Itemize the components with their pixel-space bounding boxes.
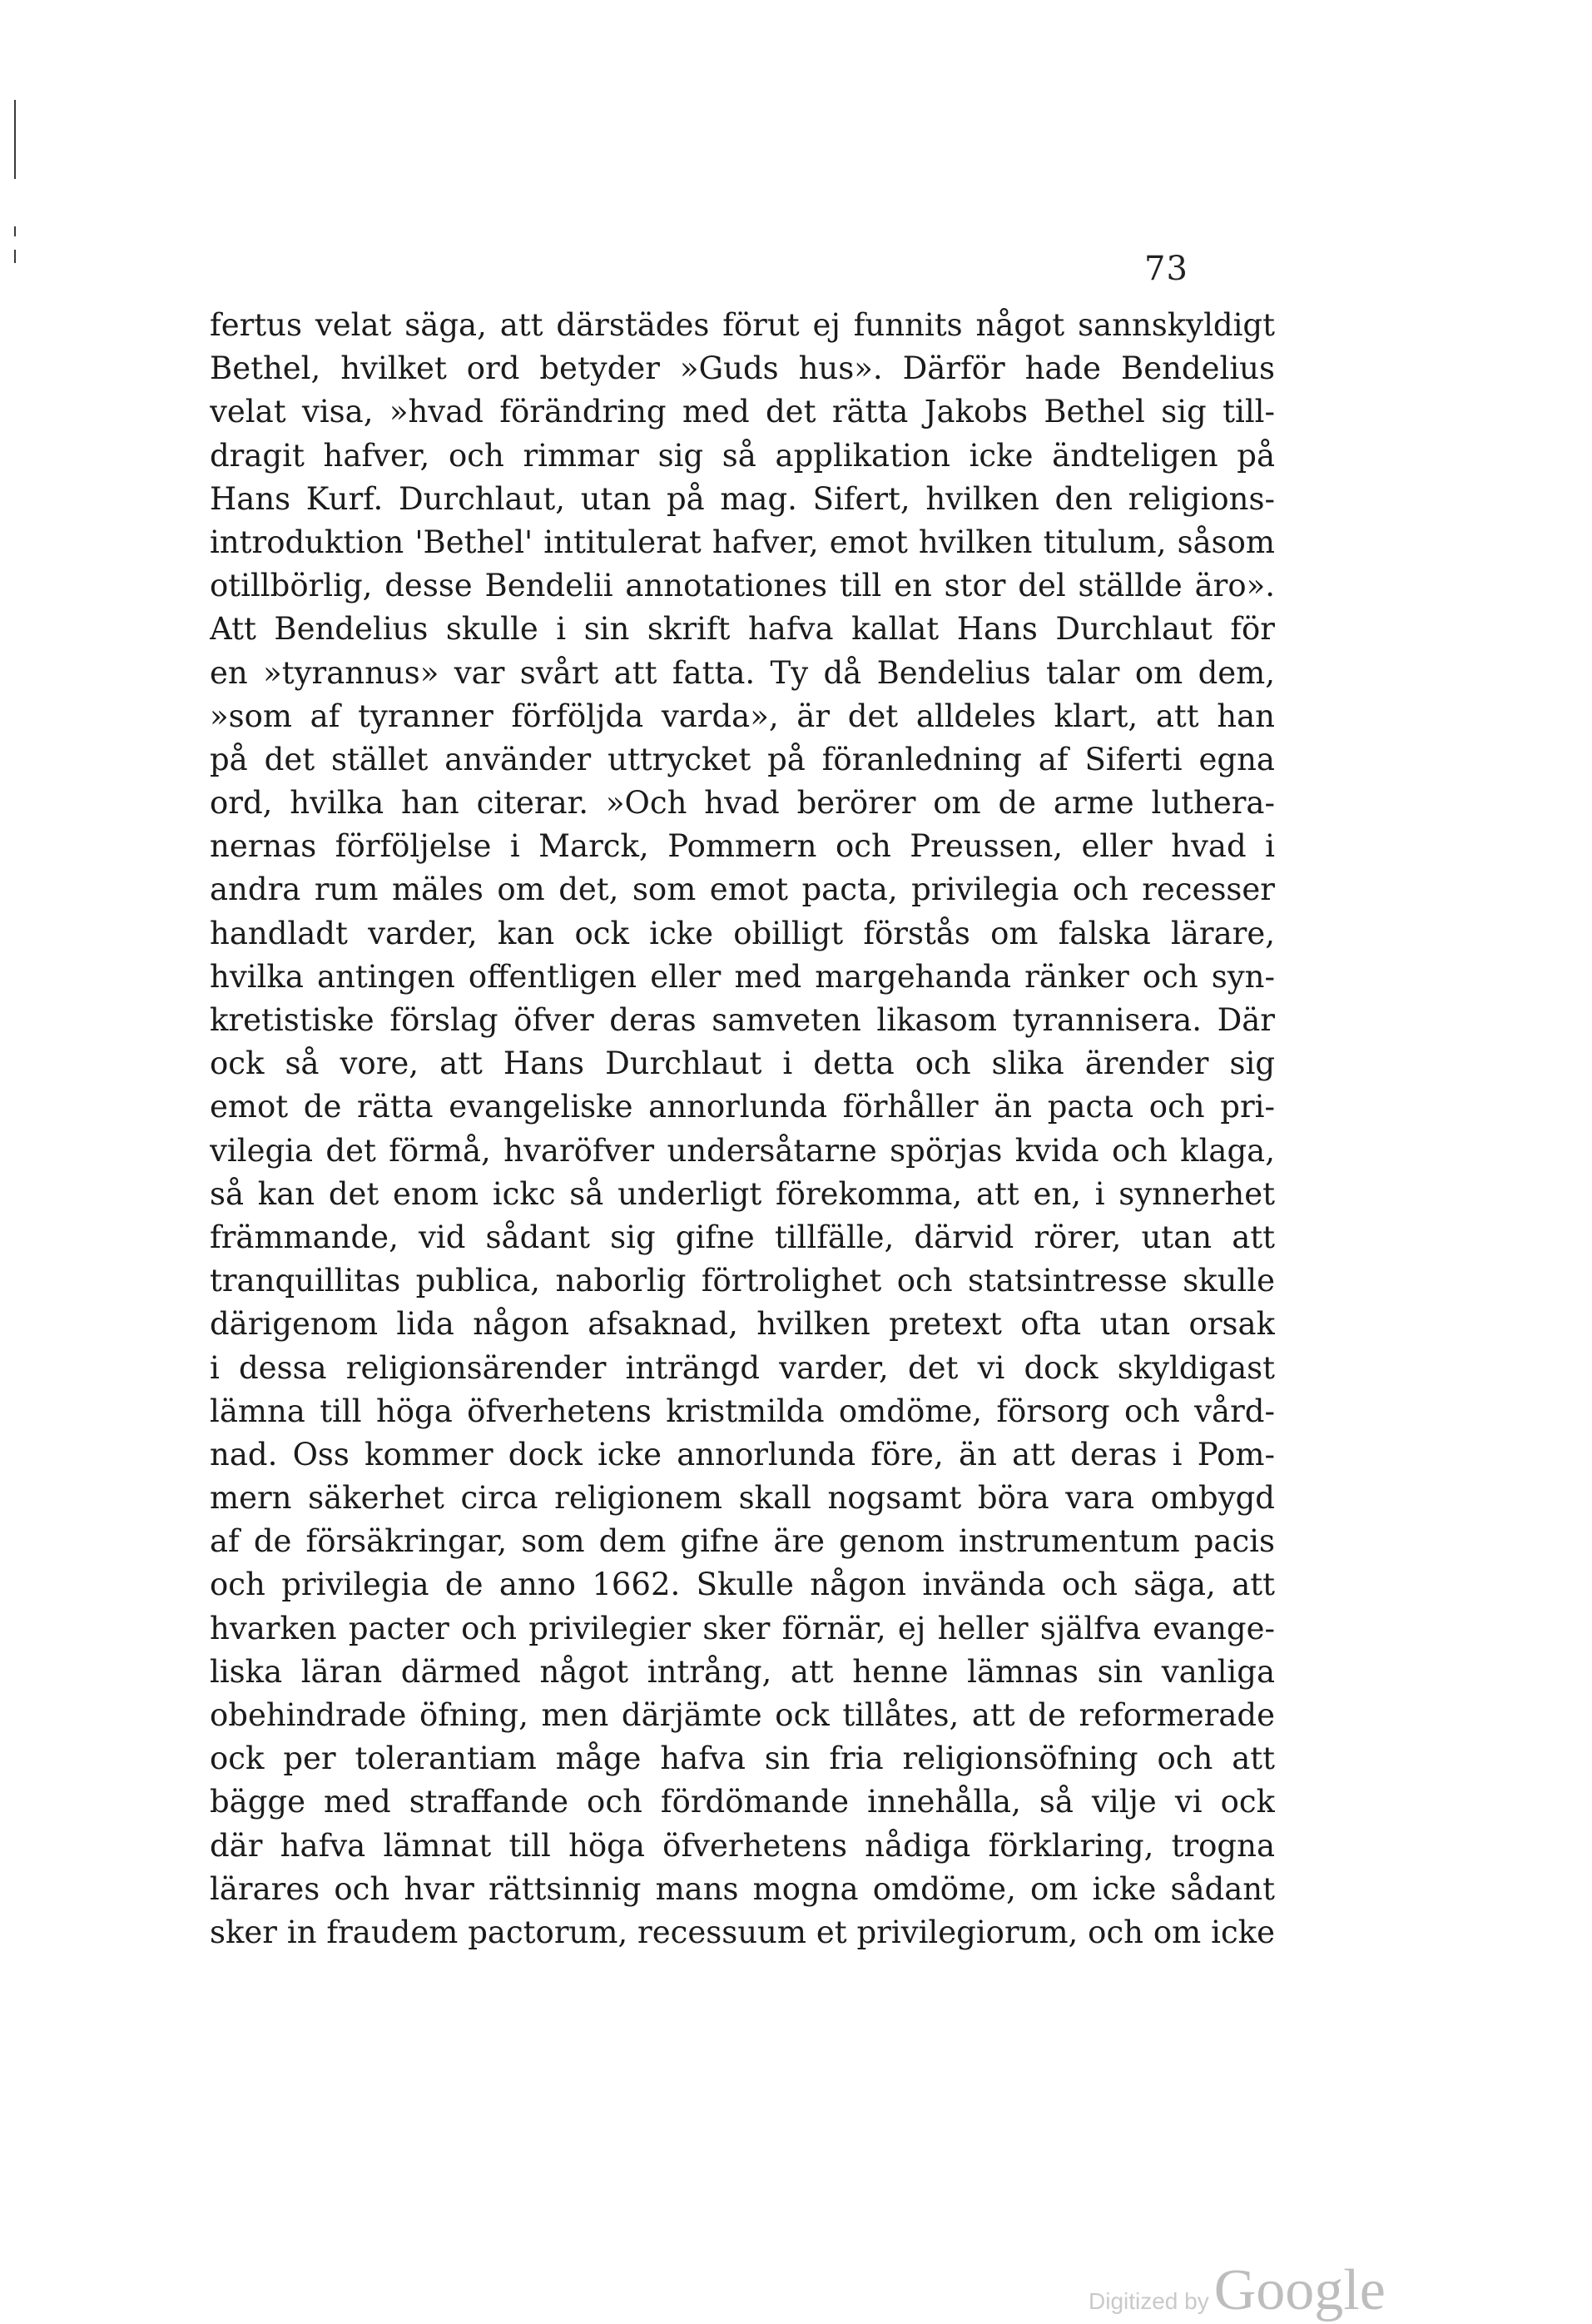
watermark-prefix: Digitized by [1089,2288,1209,2314]
text-line: emot de rätta evangeliske annorlunda förhåller än pacta och pri- [210,1089,1275,1125]
text-line: på det stället använder uttrycket på föranledning af Siferti egna [210,741,1275,777]
text-line: Bethel, hvilket ord betyder »Guds hus». Därför hade Bendelius [210,350,1275,387]
text-line: Att Bendelius skulle i sin skrift hafva kallat Hans Durchlaut för [210,611,1275,648]
text-line: och privilegia de anno 1662. Skulle någon invända och säga, att [210,1567,1275,1603]
text-line: nernas förföljelse i Marck, Pommern och Preussen, eller hvad i [210,828,1275,865]
text-line: liska läran därmed något intrång, att henne lämnas sin vanliga [210,1653,1275,1690]
text-line: sker in fraudem pactorum, recessuum et privilegiorum, och om icke [210,1914,1275,1950]
text-line: otillbörlig, desse Bendelii annotationes till en stor del ställde äro». [210,568,1275,604]
page-number: 73 [1144,250,1188,288]
body-text [210,304,1275,1954]
text-line: handladt varder, kan ock icke obilligt förstås om falska lärare, [210,915,1275,951]
text-line: ock så vore, att Hans Durchlaut i detta och slika ärender sig [210,1045,1275,1082]
text-line: ock per tolerantiam måge hafva sin fria religionsöfning och att [210,1741,1275,1777]
text-line: mern säkerhet circa religionem skall nogsamt böra vara ombygd [210,1480,1275,1517]
text-line: hvilka antingen offentligen eller med margehanda ränker och syn- [210,958,1275,995]
text-line: introduktion 'Bethel' intitulerat hafver, emot hvilken titulum, såsom [210,524,1275,560]
text-line: lämna till höga öfverhetens kristmilda omdöme, försorg och vård- [210,1393,1275,1429]
text-line: vilegia det förmå, hvaröfver undersåtarne spörjas kvida och klaga, [210,1132,1275,1169]
text-line: så kan det enom ickc så underligt förekomma, att en, i synnerhet [210,1175,1275,1212]
text-line: Hans Kurf. Durchlaut, utan på mag. Sifert, hvilken den religions- [210,480,1275,517]
text-line: velat visa, »hvad förändring med det rätta Jakobs Bethel sig till- [210,394,1275,430]
text-line: »som af tyranner förföljda varda», är det alldeles klart, att han [210,698,1275,734]
text-line: dragit hafver, och rimmar sig så applikation icke ändteligen på [210,437,1275,474]
text-line: främmande, vid sådant sig gifne tillfälle, därvid rörer, utan att [210,1219,1275,1255]
text-line: fertus velat säga, att därstädes förut ej funnits något sannskyldigt [210,307,1275,343]
text-line: en »tyrannus» var svårt att fatta. Ty då Bendelius talar om dem, [210,654,1275,691]
text-line: nad. Oss kommer dock icke annorlunda före, än att deras i Pom- [210,1436,1275,1472]
text-line: bägge med straffande och fördömande innehålla, så vilje vi ock [210,1784,1275,1820]
scan-edge-mark [14,250,16,263]
text-line: i dessa religionsärender inträngd varder, det vi dock skyldigast [210,1349,1275,1386]
scan-edge-mark [14,100,16,179]
text-line: därigenom lida någon afsaknad, hvilken pretext ofta utan orsak [210,1306,1275,1343]
scan-edge-mark [14,226,16,236]
text-line: hvarken pacter och privilegier sker förnär, ej heller själfva evange- [210,1610,1275,1646]
google-watermark [1089,2257,1386,2324]
text-line: kretistiske förslag öfver deras samveten likasom tyrannisera. Där [210,1002,1275,1038]
text-line: lärares och hvar rättsinnig mans mogna omdöme, om icke sådant [210,1870,1275,1907]
text-line: obehindrade öfning, men därjämte ock tillåtes, att de reformerade [210,1697,1275,1733]
text-line: ord, hvilka han citerar. »Och hvad berörer om de arme luthera- [210,785,1275,822]
text-line: andra rum mäles om det, som emot pacta, privilegia och recesser [210,872,1275,908]
text-line: tranquillitas publica, naborlig förtrolighet och statsintresse skulle [210,1263,1275,1299]
watermark-brand: Google [1213,2258,1386,2322]
text-line: af de försäkringar, som dem gifne äre genom instrumentum pacis [210,1523,1275,1560]
text-line: där hafva lämnat till höga öfverhetens nådiga förklaring, trogna [210,1827,1275,1864]
